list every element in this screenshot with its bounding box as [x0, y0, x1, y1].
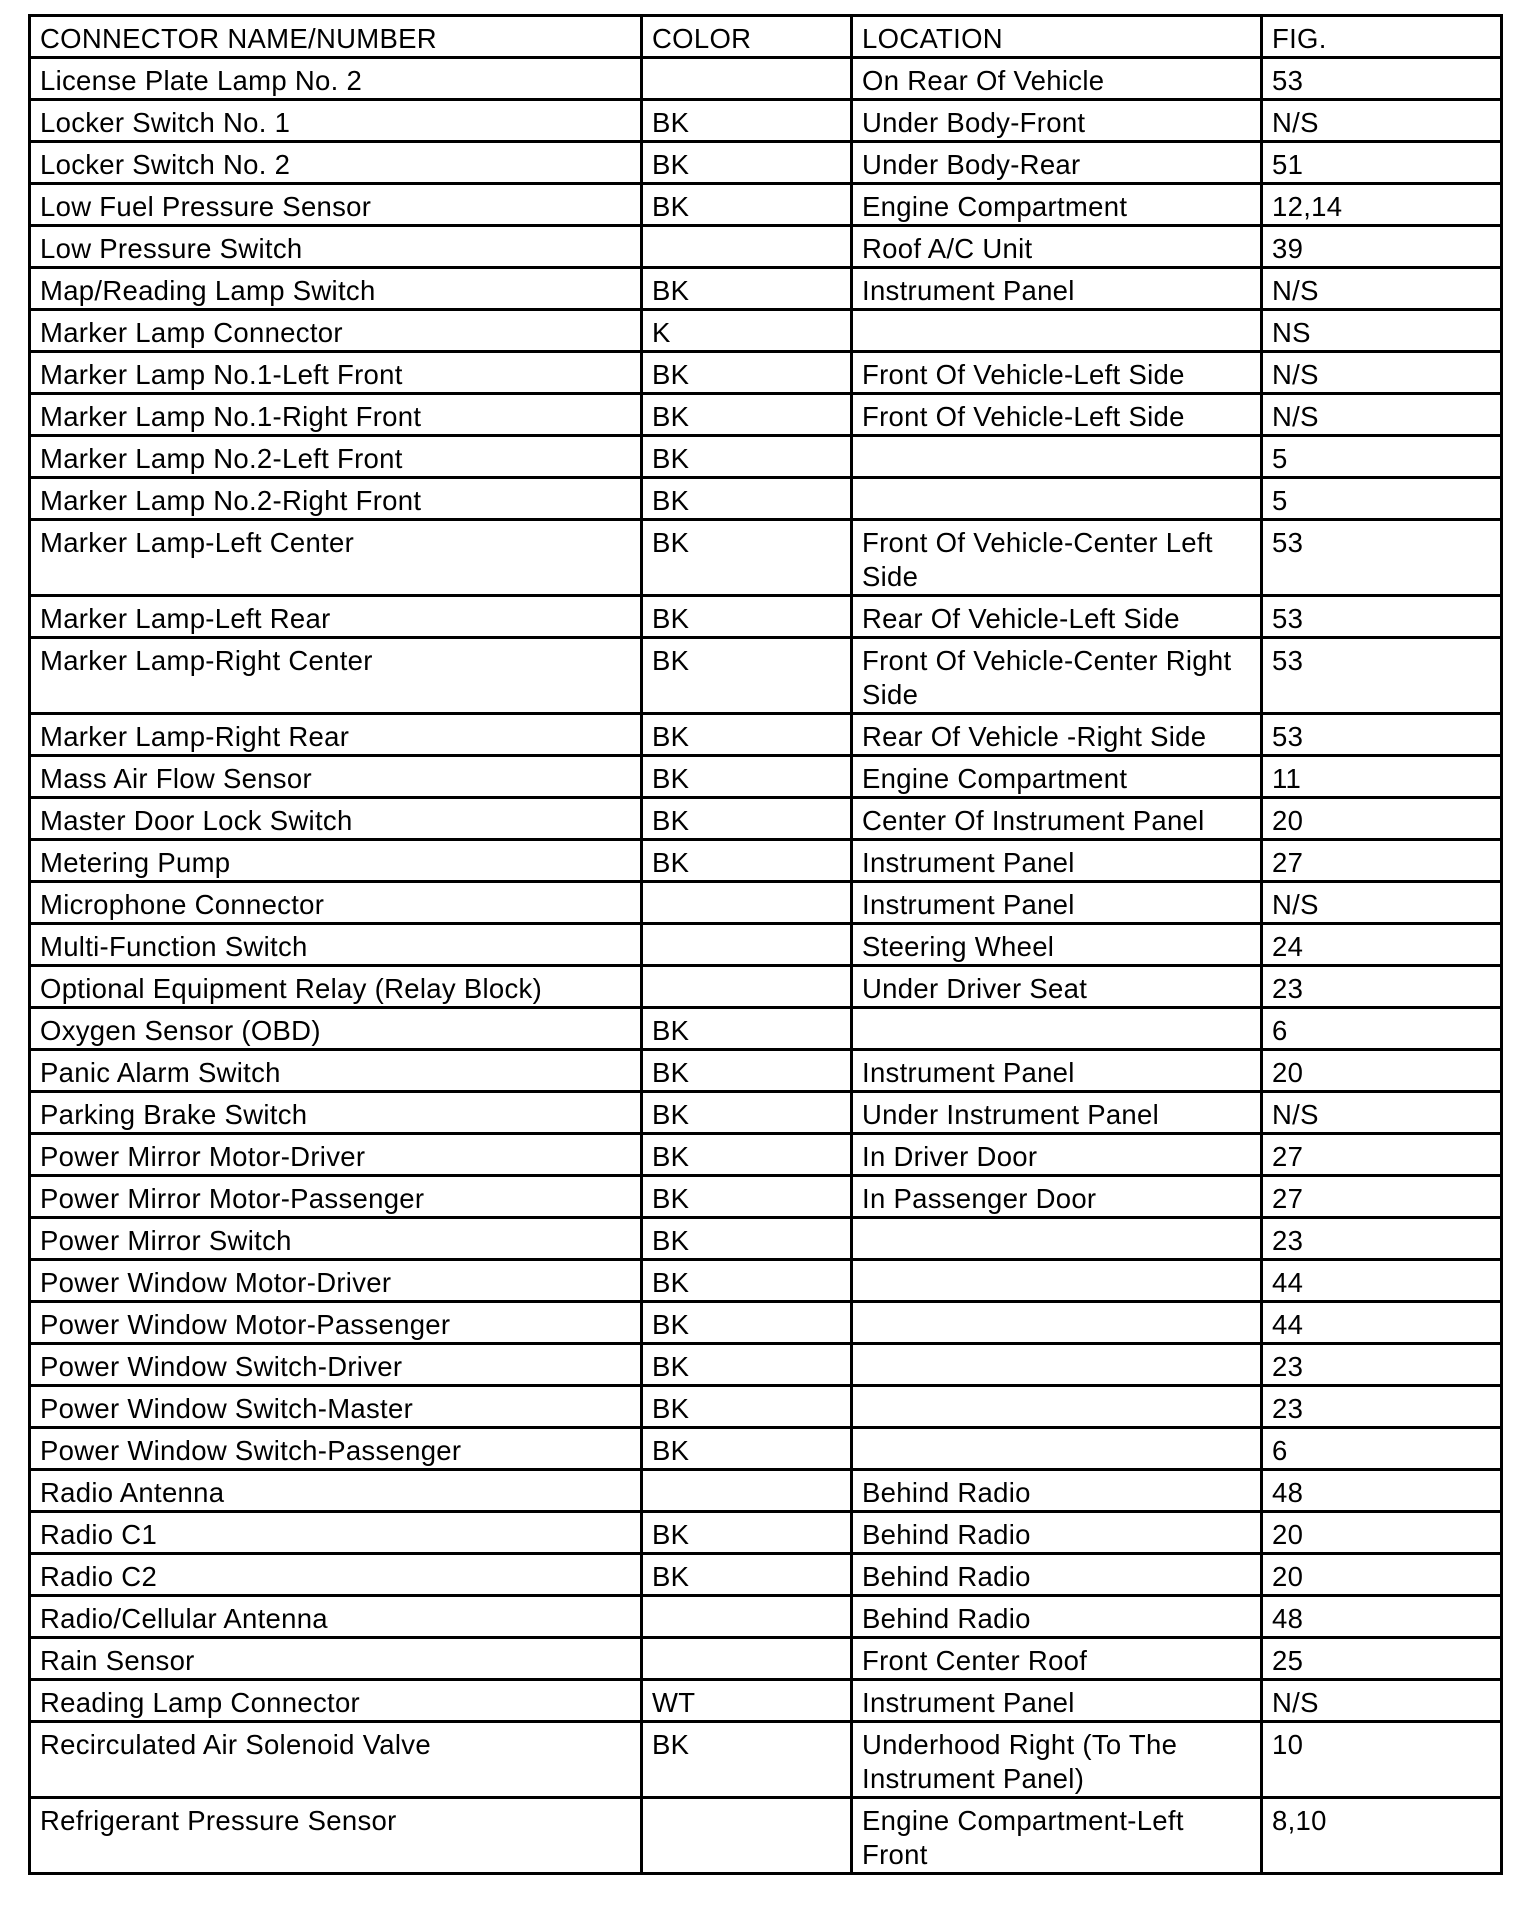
cell-connector-name: Power Window Motor-Passenger	[30, 1302, 642, 1344]
cell-color	[642, 966, 852, 1008]
cell-color: BK	[642, 142, 852, 184]
cell-connector-name: Recirculated Air Solenoid Valve	[30, 1722, 642, 1798]
cell-location: Behind Radio	[852, 1512, 1262, 1554]
cell-fig: 27	[1262, 1176, 1502, 1218]
cell-fig: 6	[1262, 1008, 1502, 1050]
cell-fig: 11	[1262, 756, 1502, 798]
cell-color: BK	[642, 520, 852, 596]
cell-fig: 51	[1262, 142, 1502, 184]
cell-location: Engine Compartment-Left Front	[852, 1798, 1262, 1874]
cell-location: Instrument Panel	[852, 840, 1262, 882]
cell-connector-name: Optional Equipment Relay (Relay Block)	[30, 966, 642, 1008]
cell-location: Engine Compartment	[852, 184, 1262, 226]
cell-color	[642, 226, 852, 268]
cell-connector-name: Marker Lamp No.2-Left Front	[30, 436, 642, 478]
cell-connector-name: Rain Sensor	[30, 1638, 642, 1680]
cell-connector-name: Radio C2	[30, 1554, 642, 1596]
cell-connector-name: License Plate Lamp No. 2	[30, 58, 642, 100]
cell-color: BK	[642, 184, 852, 226]
cell-fig: 23	[1262, 966, 1502, 1008]
table-header-row	[30, 16, 1502, 58]
cell-connector-name: Oxygen Sensor (OBD)	[30, 1008, 642, 1050]
cell-color: BK	[642, 1302, 852, 1344]
column-header-fig: FIG.	[1262, 16, 1502, 58]
cell-fig: N/S	[1262, 882, 1502, 924]
cell-location: Under Body-Front	[852, 100, 1262, 142]
cell-connector-name: Power Window Motor-Driver	[30, 1260, 642, 1302]
cell-connector-name: Locker Switch No. 2	[30, 142, 642, 184]
cell-location: Rear Of Vehicle -Right Side	[852, 714, 1262, 756]
cell-color: BK	[642, 1008, 852, 1050]
cell-connector-name: Reading Lamp Connector	[30, 1680, 642, 1722]
cell-location: In Driver Door	[852, 1134, 1262, 1176]
cell-color	[642, 58, 852, 100]
cell-fig: N/S	[1262, 100, 1502, 142]
cell-location: Front Of Vehicle-Left Side	[852, 394, 1262, 436]
cell-connector-name: Microphone Connector	[30, 882, 642, 924]
table-row	[30, 1512, 1502, 1554]
cell-fig: 20	[1262, 798, 1502, 840]
cell-location	[852, 1008, 1262, 1050]
cell-fig: 53	[1262, 714, 1502, 756]
cell-connector-name: Power Mirror Switch	[30, 1218, 642, 1260]
cell-connector-name: Power Window Switch-Driver	[30, 1344, 642, 1386]
cell-connector-name: Radio/Cellular Antenna	[30, 1596, 642, 1638]
table-row	[30, 184, 1502, 226]
cell-color: BK	[642, 798, 852, 840]
table-row	[30, 1638, 1502, 1680]
cell-location	[852, 1218, 1262, 1260]
cell-color: BK	[642, 1260, 852, 1302]
cell-color: BK	[642, 1428, 852, 1470]
cell-color: BK	[642, 436, 852, 478]
table-row	[30, 1302, 1502, 1344]
cell-color: BK	[642, 840, 852, 882]
cell-fig: 48	[1262, 1470, 1502, 1512]
cell-location: Center Of Instrument Panel	[852, 798, 1262, 840]
cell-color	[642, 882, 852, 924]
cell-connector-name: Marker Lamp-Right Center	[30, 638, 642, 714]
cell-fig: 10	[1262, 1722, 1502, 1798]
cell-fig: NS	[1262, 310, 1502, 352]
cell-location	[852, 436, 1262, 478]
cell-color	[642, 1798, 852, 1874]
cell-color: BK	[642, 1176, 852, 1218]
cell-color: BK	[642, 352, 852, 394]
cell-location: Front Of Vehicle-Center Left Side	[852, 520, 1262, 596]
table-row	[30, 142, 1502, 184]
cell-fig: 6	[1262, 1428, 1502, 1470]
cell-connector-name: Power Mirror Motor-Passenger	[30, 1176, 642, 1218]
cell-color: BK	[642, 1050, 852, 1092]
cell-fig: 12,14	[1262, 184, 1502, 226]
table-row	[30, 966, 1502, 1008]
column-header-connector-name: CONNECTOR NAME/NUMBER	[30, 16, 642, 58]
cell-location	[852, 1302, 1262, 1344]
cell-color: BK	[642, 1554, 852, 1596]
cell-fig: 5	[1262, 436, 1502, 478]
cell-location: Behind Radio	[852, 1554, 1262, 1596]
cell-color: BK	[642, 596, 852, 638]
cell-color: BK	[642, 1722, 852, 1798]
cell-connector-name: Mass Air Flow Sensor	[30, 756, 642, 798]
table-row	[30, 310, 1502, 352]
cell-connector-name: Master Door Lock Switch	[30, 798, 642, 840]
cell-location: Underhood Right (To The Instrument Panel)	[852, 1722, 1262, 1798]
column-header-location: LOCATION	[852, 16, 1262, 58]
cell-color: WT	[642, 1680, 852, 1722]
connector-table-page	[28, 14, 1500, 1875]
table-row	[30, 478, 1502, 520]
cell-fig: N/S	[1262, 268, 1502, 310]
cell-location: Front Center Roof	[852, 1638, 1262, 1680]
cell-color: BK	[642, 1092, 852, 1134]
cell-color: BK	[642, 478, 852, 520]
cell-connector-name: Marker Lamp Connector	[30, 310, 642, 352]
table-row	[30, 226, 1502, 268]
table-row	[30, 352, 1502, 394]
cell-location: Behind Radio	[852, 1596, 1262, 1638]
cell-fig: 39	[1262, 226, 1502, 268]
cell-fig: 8,10	[1262, 1798, 1502, 1874]
cell-fig: 53	[1262, 520, 1502, 596]
cell-connector-name: Marker Lamp-Left Center	[30, 520, 642, 596]
table-row	[30, 436, 1502, 478]
table-row	[30, 1218, 1502, 1260]
cell-color: BK	[642, 268, 852, 310]
cell-location: Steering Wheel	[852, 924, 1262, 966]
table-row	[30, 1092, 1502, 1134]
cell-connector-name: Low Fuel Pressure Sensor	[30, 184, 642, 226]
cell-connector-name: Multi-Function Switch	[30, 924, 642, 966]
cell-color: BK	[642, 638, 852, 714]
cell-color: BK	[642, 100, 852, 142]
cell-fig: 53	[1262, 596, 1502, 638]
cell-location	[852, 1428, 1262, 1470]
table-row	[30, 1428, 1502, 1470]
cell-fig: 20	[1262, 1050, 1502, 1092]
cell-location: Behind Radio	[852, 1470, 1262, 1512]
cell-color: BK	[642, 394, 852, 436]
cell-fig: 20	[1262, 1554, 1502, 1596]
cell-connector-name: Map/Reading Lamp Switch	[30, 268, 642, 310]
table-row	[30, 1722, 1502, 1798]
cell-fig: N/S	[1262, 394, 1502, 436]
cell-location: Under Instrument Panel	[852, 1092, 1262, 1134]
cell-connector-name: Power Window Switch-Master	[30, 1386, 642, 1428]
cell-location	[852, 1386, 1262, 1428]
cell-connector-name: Marker Lamp-Right Rear	[30, 714, 642, 756]
table-row	[30, 1008, 1502, 1050]
cell-color: BK	[642, 1218, 852, 1260]
cell-connector-name: Marker Lamp-Left Rear	[30, 596, 642, 638]
cell-fig: N/S	[1262, 1680, 1502, 1722]
cell-connector-name: Marker Lamp No.1-Left Front	[30, 352, 642, 394]
table-row	[30, 1470, 1502, 1512]
cell-location: Instrument Panel	[852, 268, 1262, 310]
table-row	[30, 756, 1502, 798]
cell-connector-name: Metering Pump	[30, 840, 642, 882]
cell-color: BK	[642, 756, 852, 798]
table-row	[30, 596, 1502, 638]
connector-table	[28, 14, 1503, 1875]
cell-fig: N/S	[1262, 352, 1502, 394]
cell-fig: 23	[1262, 1344, 1502, 1386]
cell-connector-name: Marker Lamp No.2-Right Front	[30, 478, 642, 520]
cell-color: BK	[642, 1386, 852, 1428]
cell-connector-name: Radio Antenna	[30, 1470, 642, 1512]
table-row	[30, 798, 1502, 840]
cell-fig: 23	[1262, 1218, 1502, 1260]
table-row	[30, 1680, 1502, 1722]
cell-location	[852, 478, 1262, 520]
table-row	[30, 1050, 1502, 1092]
table-row	[30, 268, 1502, 310]
cell-fig: 48	[1262, 1596, 1502, 1638]
cell-location: Under Body-Rear	[852, 142, 1262, 184]
column-header-color: COLOR	[642, 16, 852, 58]
table-row	[30, 1386, 1502, 1428]
table-row	[30, 840, 1502, 882]
table-row	[30, 924, 1502, 966]
cell-location: In Passenger Door	[852, 1176, 1262, 1218]
cell-fig: 27	[1262, 840, 1502, 882]
cell-connector-name: Parking Brake Switch	[30, 1092, 642, 1134]
cell-color: K	[642, 310, 852, 352]
cell-location: Instrument Panel	[852, 1050, 1262, 1092]
cell-fig: 24	[1262, 924, 1502, 966]
table-row	[30, 1798, 1502, 1874]
table-row	[30, 58, 1502, 100]
cell-color	[642, 924, 852, 966]
table-row	[30, 1176, 1502, 1218]
cell-location	[852, 1344, 1262, 1386]
cell-color	[642, 1470, 852, 1512]
cell-fig: 23	[1262, 1386, 1502, 1428]
cell-fig: 44	[1262, 1260, 1502, 1302]
cell-color	[642, 1638, 852, 1680]
cell-connector-name: Refrigerant Pressure Sensor	[30, 1798, 642, 1874]
table-row	[30, 1554, 1502, 1596]
cell-fig: 53	[1262, 638, 1502, 714]
cell-location	[852, 1260, 1262, 1302]
cell-fig: N/S	[1262, 1092, 1502, 1134]
cell-connector-name: Locker Switch No. 1	[30, 100, 642, 142]
cell-fig: 27	[1262, 1134, 1502, 1176]
cell-location: Under Driver Seat	[852, 966, 1262, 1008]
table-row	[30, 714, 1502, 756]
cell-connector-name: Power Mirror Motor-Driver	[30, 1134, 642, 1176]
cell-location: Instrument Panel	[852, 1680, 1262, 1722]
table-row	[30, 638, 1502, 714]
cell-connector-name: Low Pressure Switch	[30, 226, 642, 268]
cell-location: Roof A/C Unit	[852, 226, 1262, 268]
table-row	[30, 100, 1502, 142]
cell-location: Engine Compartment	[852, 756, 1262, 798]
table-row	[30, 1134, 1502, 1176]
table-row	[30, 520, 1502, 596]
cell-fig: 53	[1262, 58, 1502, 100]
cell-connector-name: Panic Alarm Switch	[30, 1050, 642, 1092]
cell-fig: 5	[1262, 478, 1502, 520]
cell-connector-name: Power Window Switch-Passenger	[30, 1428, 642, 1470]
cell-location: Front Of Vehicle-Center Right Side	[852, 638, 1262, 714]
cell-location: On Rear Of Vehicle	[852, 58, 1262, 100]
table-row	[30, 1596, 1502, 1638]
cell-connector-name: Marker Lamp No.1-Right Front	[30, 394, 642, 436]
cell-color: BK	[642, 1512, 852, 1554]
cell-location: Rear Of Vehicle-Left Side	[852, 596, 1262, 638]
cell-color: BK	[642, 714, 852, 756]
cell-location	[852, 310, 1262, 352]
table-row	[30, 1344, 1502, 1386]
cell-color	[642, 1596, 852, 1638]
table-body	[30, 58, 1502, 1874]
cell-fig: 25	[1262, 1638, 1502, 1680]
cell-fig: 44	[1262, 1302, 1502, 1344]
cell-color: BK	[642, 1344, 852, 1386]
table-row	[30, 1260, 1502, 1302]
cell-color: BK	[642, 1134, 852, 1176]
table-row	[30, 394, 1502, 436]
cell-fig: 20	[1262, 1512, 1502, 1554]
cell-location: Front Of Vehicle-Left Side	[852, 352, 1262, 394]
table-row	[30, 882, 1502, 924]
cell-connector-name: Radio C1	[30, 1512, 642, 1554]
cell-location: Instrument Panel	[852, 882, 1262, 924]
